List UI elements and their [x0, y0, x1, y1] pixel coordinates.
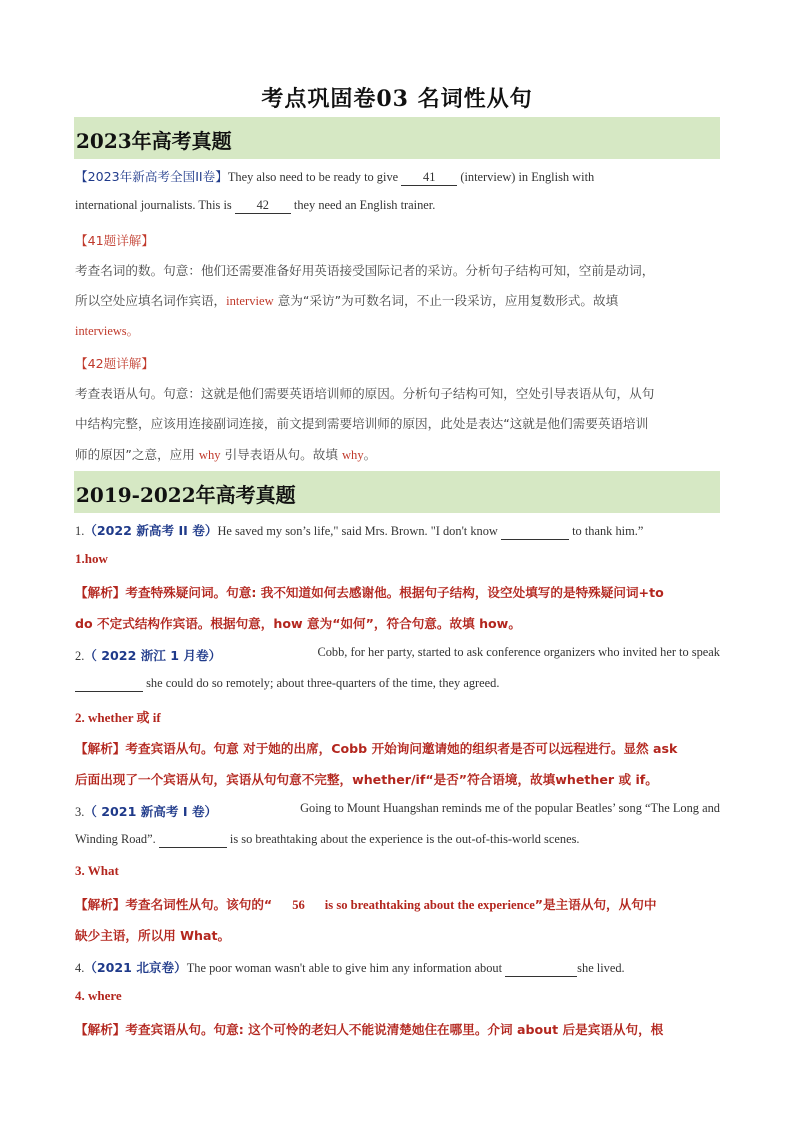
question-4: 4.（2021 北京卷）The poor woman wasn't able to give him any information about she lived. [75, 960, 625, 975]
section-heading-band-2023 [74, 117, 720, 159]
question-2-line-2: she could do so remotely; about three-quarters of the time, they agreed. [75, 676, 720, 692]
explanation-2-line-2: 后面出现了一个宾语从句，宾语从句句意不完整，whether/if“是否”符合语境，故填whether 或 if。 [75, 772, 658, 787]
explanation-3-line-1: 【解析】考查名词性从句。该句的“ 56 is so breathtaking about the experience”是主语从句，从句中 [75, 897, 657, 912]
question-2-line-1: 2.（ 2022 浙江 1 月卷） Cobb, for her party, started to ask conference organizers who invited her to speak [75, 645, 720, 663]
page-title: 考点巩固卷03 名词性从句 [261, 86, 533, 112]
answer-4: 4. where [75, 988, 122, 1003]
blank-41: 41 [401, 170, 457, 186]
detail-41-line-2: 所以空处应填名词作宾语，interview 意为“采访”为可数名词，不止一段采访，应用复数形式。故填 [75, 293, 619, 308]
explanation-1-line-2: do 不定式结构作宾语。根据句意，how 意为“如何”，符合句意。故填 how。 [75, 616, 521, 631]
explanation-1-line-1: 【解析】考查特殊疑问词。句意: 我不知道如何去感谢他。根据句子结构，设空处填写的是特殊疑问词+to [75, 585, 664, 600]
detail-41-line-3: interviews。 [75, 324, 140, 338]
question-source: 【2023年新高考全国II卷】 [75, 169, 228, 184]
blank-q1 [501, 524, 569, 540]
answer-3: 3. What [75, 863, 119, 878]
detail-42-line-1: 考查表语从句。句意：这就是他们需要英语培训师的原因。分析句子结构可知，空处引导表语从句，从句 [75, 386, 655, 401]
blank-q4 [505, 961, 577, 977]
question-3-line-2: Winding Road”. is so breathtaking about the experience is the out-of-this-world scenes. [75, 832, 580, 846]
question-41-line-2: international journalists. This is 42 they need an English trainer. [75, 198, 436, 212]
answer-2: 2. whether 或 if [75, 710, 161, 725]
explanation-3-line-2: 缺少主语，所以用 What。 [75, 928, 231, 943]
answer-1: 1.how [75, 551, 108, 566]
blank-42: 42 [235, 198, 291, 214]
blank-q3 [159, 832, 227, 848]
question-41-line-1: 【2023年新高考全国II卷】They also need to be ready to give 41 (interview) in English with [75, 169, 595, 184]
section-heading-2023: 2023年高考真题 [76, 129, 232, 153]
detail-41-line-1: 考查名词的数。句意：他们还需要准备好用英语接受国际记者的采访。分析句子结构可知，空前是动词， [75, 263, 655, 278]
section-heading-band-2019-2022 [74, 471, 720, 513]
detail-42-line-3: 师的原因”之意，应用 why 引导表语从句。故填 why。 [75, 447, 377, 462]
section-heading-2019-2022: 2019-2022年高考真题 [76, 483, 296, 507]
detail-42-label: 【42题详解】 [75, 356, 154, 371]
question-1: 1.（2022 新高考 II 卷）He saved my son’s life," said Mrs. Brown. "I don't know to thank him.” [75, 523, 644, 538]
detail-42-line-2: 中结构完整，应该用连接副词连接，前文提到需要培训师的原因，此处是表达“这就是他们需要英语培训 [75, 416, 649, 431]
detail-41-label: 【41题详解】 [75, 233, 154, 248]
explanation-4-line-1: 【解析】考查宾语从句。句意: 这个可怜的老妇人不能说清楚她住在哪里。介词 about 后是宾语从句，根 [75, 1022, 664, 1037]
blank-q2 [75, 676, 143, 692]
question-3-line-1: 3.（ 2021 新高考 I 卷） Going to Mount Huangshan reminds me of the popular Beatles’ song “The Long and [75, 801, 720, 819]
explanation-2-line-1: 【解析】考查宾语从句。句意 对于她的出席，Cobb 开始询问邀请她的组织者是否可以远程进行。显然 ask [75, 741, 678, 756]
